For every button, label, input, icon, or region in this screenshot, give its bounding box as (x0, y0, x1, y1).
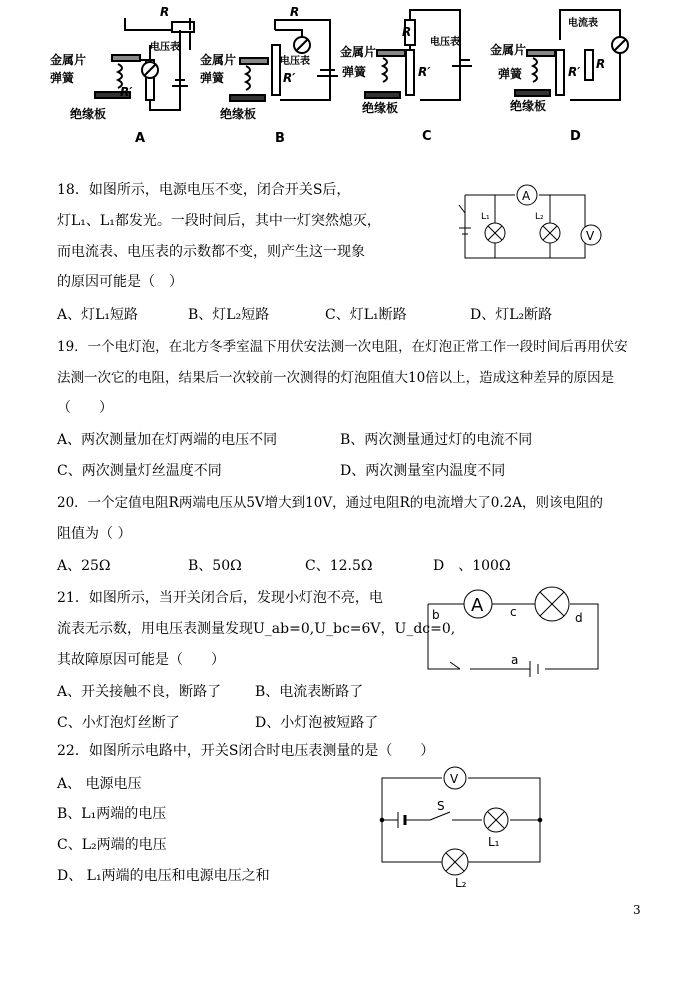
q19-line-2: 法测一次它的电阻，结果后一次较前一次测得的灯泡阻值大10倍以上，造成这种差异的原因是 (57, 370, 615, 386)
q21-fig-d: d (575, 611, 583, 625)
q22-circuit-figure (370, 760, 550, 890)
q21-fig-A: A (471, 595, 484, 616)
q18-option-d: D、灯L₂断路 (470, 307, 553, 323)
q20-option-d: D 、100Ω (433, 558, 511, 574)
diagram-a (95, 18, 194, 110)
q22-option-b: B、L₁两端的电压 (57, 806, 167, 822)
q20-line-1: 20．一个定值电阻R两端电压从5V增大到10V，通过电阻R的电流增大了0.2A，则该电阻的 (57, 495, 603, 511)
q20-option-c: C、12.5Ω (305, 558, 373, 574)
label-metal-d: 金属片 (490, 43, 527, 57)
q21-fig-a: a (511, 653, 519, 667)
label-spring-c: 弹簧 (342, 65, 367, 79)
q18-circuit-figure (455, 183, 615, 268)
label-metal-b: 金属片 (200, 53, 237, 67)
label-board-b: 绝缘板 (220, 107, 257, 121)
label-metal-a: 金属片 (50, 53, 87, 67)
label-D: D (570, 129, 581, 144)
label-ammeter-d: 电流表 (568, 18, 598, 29)
top-circuit-diagrams (40, 0, 670, 150)
q22-fig-L1: L₁ (488, 835, 500, 849)
q21-option-a: A、开关接触不良，断路了 (57, 684, 222, 700)
label-R-d: R (596, 57, 606, 71)
q22-option-d: D、 L₁两端的电压和电源电压之和 (57, 868, 270, 884)
label-A: A (135, 131, 146, 146)
label-spring-d: 弹簧 (498, 67, 523, 81)
q19-option-a: A、两次测量加在灯两端的电压不同 (57, 432, 278, 448)
label-metal-c: 金属片 (340, 45, 377, 59)
q21-line-1: 21．如图所示，当开关闭合后，发现小灯泡不亮，电 (57, 590, 383, 606)
q18-fig-L1: L₁ (481, 212, 490, 222)
q21-option-c: C、小灯泡灯丝断了 (57, 715, 180, 731)
label-rp-c: R′ (418, 65, 431, 79)
q18-line-3: 而电流表、电压表的示数都不变，则产生这一现象 (57, 244, 365, 260)
q20-option-a: A、25Ω (57, 558, 111, 574)
q21-circuit-figure (420, 584, 610, 679)
label-voltmeter-c: 电压表 (430, 37, 460, 48)
q19-line-3: （ ） (57, 400, 113, 416)
q19-option-b: B、两次测量通过灯的电流不同 (340, 432, 533, 448)
label-board-c: 绝缘板 (362, 101, 399, 115)
q22-option-c: C、L₂两端的电压 (57, 837, 167, 853)
label-R-b: R (290, 5, 300, 19)
q18-line-4: 的原因可能是（ ） (57, 274, 183, 290)
label-R-c: R (402, 25, 412, 39)
q19-option-c: C、两次测量灯丝温度不同 (57, 463, 222, 479)
q21-line-3: 其故障原因可能是（ ） (57, 652, 225, 668)
q18-line-2: 灯L₁、L₁都发光。一段时间后，其中一灯突然熄灭， (57, 213, 381, 229)
label-spring-a: 弹簧 (50, 71, 75, 85)
q18-fig-A: A (522, 189, 531, 203)
q19-option-d: D、两次测量室内温度不同 (340, 463, 506, 479)
label-voltmeter-b: 电压表 (280, 56, 310, 67)
q22-option-a: A、 电源电压 (57, 776, 142, 792)
label-B: B (275, 131, 285, 146)
label-spring-b: 弹簧 (200, 71, 225, 85)
label-board-d: 绝缘板 (510, 99, 547, 113)
q22-fig-L2: L₂ (455, 876, 467, 890)
page-number: 3 (633, 903, 641, 917)
q20-line-2: 阻值为（ ） (57, 526, 132, 542)
q20-option-b: B、50Ω (188, 558, 242, 574)
q21-fig-b: b (432, 608, 440, 622)
q18-option-b: B、灯L₂短路 (188, 307, 270, 323)
label-R-a: R (160, 5, 170, 19)
label-board-a: 绝缘板 (70, 107, 107, 121)
q21-option-d: D、小灯泡被短路了 (255, 715, 379, 731)
label-rp-a: R′ (120, 85, 133, 99)
label-voltmeter-a: 电压表 (150, 42, 180, 53)
q18-fig-L2: L₂ (535, 212, 544, 222)
q22-fig-S: S (437, 799, 445, 813)
label-C: C (422, 129, 432, 144)
q19-line-1: 19．一个电灯泡，在北方冬季室温下用伏安法测一次电阻，在灯泡正常工作一段时间后再用伏安 (57, 339, 628, 355)
q18-option-a: A、灯L₁短路 (57, 307, 139, 323)
q18-fig-V: V (586, 229, 595, 243)
q22-fig-V: V (450, 772, 459, 786)
label-rp-d: R′ (568, 65, 581, 79)
q22-line-1: 22．如图所示电路中，开关S闭合时电压表测量的是（ ） (57, 743, 435, 759)
q21-fig-c: c (510, 605, 517, 619)
q18-line-1: 18．如图所示，电源电压不变，闭合开关S后， (57, 182, 351, 198)
q21-line-2: 流表无示数，用电压表测量发现U_ab=0,U_bc=6V，U_dc=0, (57, 621, 456, 637)
q21-option-b: B、电流表断路了 (255, 684, 364, 700)
q18-option-c: C、灯L₁断路 (325, 307, 407, 323)
diagram-c (365, 10, 472, 100)
label-rp-b: R′ (283, 71, 296, 85)
